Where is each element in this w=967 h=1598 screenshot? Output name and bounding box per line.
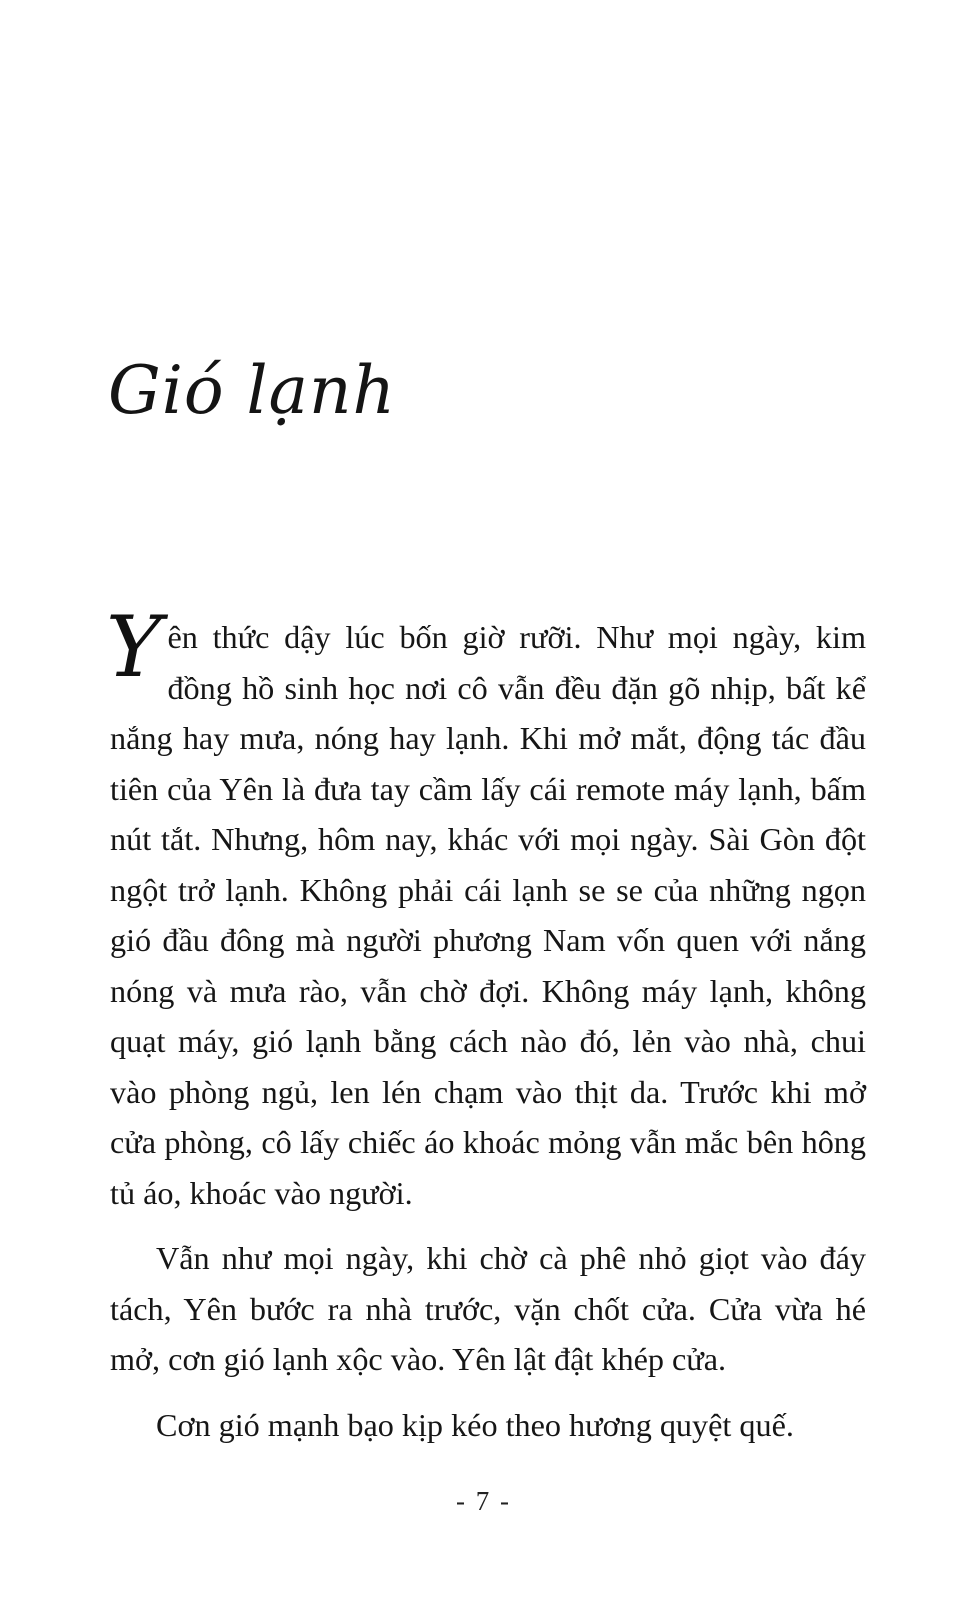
paragraph-1 — [106, 598, 866, 1218]
drop-cap-letter: Y — [106, 598, 162, 696]
chapter-title: Gió lạnh — [108, 352, 397, 429]
paragraph-2: Vẫn như mọi ngày, khi chờ cà phê nhỏ giọt vào đáy tách, Yên bước ra nhà trước, vặn chốt cửa. Cửa vừa hé mở, cơn gió lạnh xộc vào. Yên lật đật khép cửa. — [110, 1240, 866, 1377]
chapter-body — [106, 598, 866, 1450]
page-number: - 7 - — [456, 1486, 511, 1516]
paragraph-1-text: ên thức dậy lúc bốn giờ rưỡi. Như mọi ngày, kim đồng hồ sinh học nơi cô vẫn đều đặn gõ nhịp, bất kể nắng hay mưa, nóng hay lạnh. Khi mở mắt, động tác đầu tiên của Yên là đưa tay cầm lấy cái remote máy lạnh, bấm nút tắt. Nhưng, hôm nay, khác với mọi ngày. Sài Gòn đột ngột trở lạnh. Không phải cái lạnh se se của những ngọn gió đầu đông mà người phương Nam vốn quen với nắng nóng và mưa rào, vẫn chờ đợi. Không máy lạnh, không quạt máy, gió lạnh bằng cách nào đó, lẻn vào nhà, chui vào phòng ngủ, len lén chạm vào thịt da. Trước khi mở cửa phòng, cô lấy chiếc áo khoác mỏng vẫn mắc bên hông tủ áo, khoác vào người. — [110, 619, 866, 1211]
paragraph-3: Cơn gió mạnh bạo kịp kéo theo hương quyệt quế. — [156, 1406, 794, 1443]
